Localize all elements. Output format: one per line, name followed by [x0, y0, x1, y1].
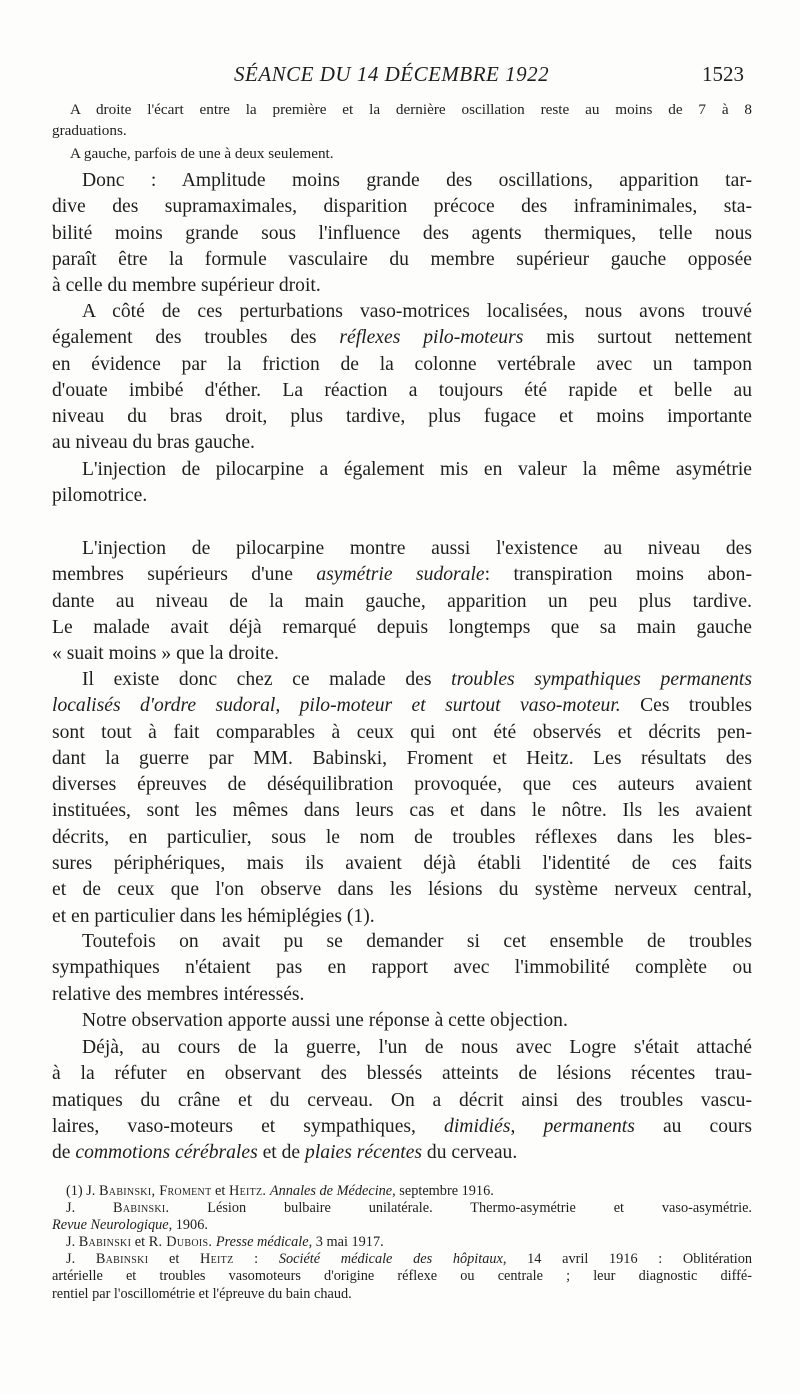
- italic-term: troubles sympathiques permanents: [451, 669, 752, 690]
- running-title: SÉANCE DU 14 DÉCEMBRE 1922: [234, 62, 550, 86]
- text-line: dant la guerre par MM. Babinski, Froment et Heitz. Les résultats des: [52, 747, 752, 769]
- text-line: artérielle et troubles vasomoteurs d'origine réflexe ou centrale ; leur diagnostic diffé-: [52, 1268, 752, 1285]
- text-line: paraît être la formule vasculaire du membre supérieur gauche opposée: [52, 248, 752, 270]
- text-line: au niveau du bras gauche.: [52, 432, 255, 454]
- author-name: R. Dubois.: [148, 1234, 213, 1250]
- author-name: Heitz.: [228, 1183, 267, 1199]
- text-line: d'ouate imbibé d'éther. La réaction a toujours été rapide et belle au: [52, 379, 752, 401]
- intro-paragraph-right: [52, 99, 752, 141]
- text-run: de: [52, 1142, 76, 1164]
- text-run: J.: [66, 1251, 96, 1267]
- text-run: du cerveau.: [422, 1142, 518, 1164]
- text-line: Toutefois on avait pu se demander si cet ensemble de troubles: [82, 931, 752, 952]
- text-line: A côté de ces perturbations vaso-motrices localisées, nous avons trouvé: [82, 301, 752, 322]
- text-run: également des troubles des: [52, 327, 340, 349]
- text-line: dante au niveau de la main gauche, apparition un peu plus tardive.: [52, 590, 752, 612]
- text-line: A gauche, parfois de une à deux seulement.: [70, 145, 334, 162]
- text-line: pilomotrice.: [52, 485, 148, 507]
- running-header: [234, 62, 744, 88]
- paragraph-summary: [52, 168, 752, 299]
- text-run: Ces troubles: [620, 695, 752, 717]
- italic-term: plaies récentes: [305, 1142, 423, 1164]
- text-line: relative des membres intéressés.: [52, 983, 305, 1005]
- paragraph-pilocarpine-asymmetry: [52, 457, 752, 510]
- text-line: Le malade avait déjà remarqué depuis longtemps que sa main gauche: [52, 616, 752, 638]
- text-line: [52, 1234, 752, 1251]
- text-line: sures périphériques, mais ils avaient déjà établi l'identité de ces faits: [52, 853, 752, 875]
- italic-term: localisés d'ordre sudoral, pilo-moteur et surtout vaso-moteur.: [52, 695, 621, 717]
- text-line: [52, 1251, 752, 1268]
- text-line: sympathiques n'étaient pas en rapport avec l'immobilité complète ou: [52, 957, 752, 979]
- text-run: ,: [510, 1115, 544, 1137]
- text-line: dive des supramaximales, disparition précoce des inframinimales, sta-: [52, 196, 752, 218]
- text-run: Il existe donc chez ce malade des: [82, 669, 452, 690]
- text-line: Déjà, au cours de la guerre, l'un de nous avec Logre s'était attaché: [82, 1037, 752, 1058]
- italic-term: asymétrie sudorale: [316, 564, 485, 586]
- text-line: [52, 1114, 752, 1140]
- paragraph-sudoral: [52, 536, 752, 667]
- author-name: Babinski.: [113, 1200, 170, 1216]
- text-line: Notre observation apporte aussi une réponse à cette objection.: [82, 1010, 568, 1031]
- paragraph-permanent-troubles: [52, 667, 752, 930]
- text-line: décrits, en particulier, sous le nom de troubles réflexes dans les bles-: [52, 826, 752, 848]
- paragraph-pilomotor: [52, 299, 752, 457]
- text-run: :: [233, 1251, 279, 1267]
- text-line: [52, 1183, 752, 1200]
- paragraph-response: [52, 1008, 752, 1034]
- italic-term: réflexes pilo-moteurs: [339, 327, 524, 349]
- text-run: mis surtout nettement: [523, 327, 752, 349]
- text-run: , septembre 1916.: [392, 1183, 494, 1199]
- text-run: , 3 mai 1917.: [308, 1234, 384, 1250]
- journal-title: Annales de Médecine: [269, 1183, 393, 1199]
- author-name: Babinski: [78, 1234, 132, 1250]
- text-run: laires, vaso-moteurs et sympathiques,: [52, 1115, 445, 1137]
- text-run: J.: [66, 1200, 114, 1216]
- paragraph-objection: [52, 929, 752, 1008]
- text-line: rentiel par l'oscillométrie et l'épreuve du bain chaud.: [52, 1285, 352, 1302]
- text-run: (1) J.: [66, 1183, 99, 1199]
- text-line: [52, 1140, 752, 1166]
- intro-paragraph-left: [52, 143, 752, 164]
- author-name: Babinski: [95, 1251, 149, 1267]
- text-line: Donc : Amplitude moins grande des oscillations, apparition tar-: [82, 170, 752, 191]
- italic-term: dimidiés: [444, 1115, 511, 1137]
- text-run: : transpiration moins abon-: [484, 564, 753, 586]
- text-line: bilité moins grande sous l'influence des agents thermiques, telle nous: [52, 222, 752, 244]
- text-line: sont tout à fait comparables à ceux qui ont été observés et décrits pen-: [52, 721, 752, 743]
- text-line: et de ceux que l'on observe dans les lésions du système nerveux central,: [52, 879, 752, 901]
- text-line: « suait moins » que la droite.: [52, 643, 279, 665]
- text-run: membres supérieurs d'une: [52, 564, 317, 586]
- author-name: Heitz: [200, 1251, 234, 1267]
- text-line: et en particulier dans les hémiplégies (1).: [52, 905, 375, 927]
- text-line: L'injection de pilocarpine a également mis en valeur la même asymétrie: [82, 459, 752, 480]
- text-run: , 1906.: [168, 1217, 208, 1234]
- text-line: instituées, sont les mêmes dans leurs cas et dans le nôtre. Ils les avaient: [52, 800, 752, 822]
- text-line: graduations.: [52, 122, 127, 139]
- page-number: 1523: [702, 62, 744, 86]
- text-line: matiques du crâne et du cerveau. On a décrit ainsi des troubles vascu-: [52, 1089, 752, 1111]
- text-line: [52, 667, 752, 693]
- text-run: au cours: [634, 1115, 753, 1137]
- text-line: L'injection de pilocarpine montre aussi l'existence au niveau des: [82, 538, 752, 559]
- journal-title: Société médicale des hôpitaux: [278, 1251, 503, 1267]
- italic-term: commotions cérébrales: [75, 1142, 258, 1164]
- italic-term: permanents: [543, 1115, 635, 1137]
- footnote-2: [52, 1200, 752, 1235]
- footnote-4: [52, 1251, 752, 1303]
- text-run: J.: [66, 1234, 79, 1250]
- text-line: [52, 1217, 752, 1234]
- text-line: [52, 562, 752, 588]
- footnote-1: [52, 1183, 752, 1200]
- text-line: à la réfuter en observant des blessés atteints de lésions récentes trau-: [52, 1063, 752, 1085]
- text-line: niveau du bras droit, plus tardive, plus fugace et moins importante: [52, 406, 752, 428]
- text-line: à celle du membre supérieur droit.: [52, 275, 321, 297]
- text-line: en évidence par la friction de la colonne vertébrale avec un tampon: [52, 353, 752, 375]
- text-run: et de: [257, 1142, 306, 1164]
- text-line: A droite l'écart entre la première et la dernière oscillation reste au moins de 7 à 8: [70, 101, 752, 118]
- text-line: [52, 1200, 752, 1217]
- text-line: [52, 693, 752, 719]
- text-run: et: [148, 1251, 201, 1267]
- text-run: Lésion bulbaire unilatérale. Thermo-asymétrie et vaso-asymétrie.: [169, 1200, 753, 1216]
- text-run: , 14 avril 1916 : Oblitération: [502, 1251, 753, 1267]
- journal-title: Presse médicale: [215, 1234, 309, 1250]
- footnote-3: [52, 1234, 752, 1251]
- author-name: Babinski, Froment: [98, 1183, 212, 1199]
- text-line: diverses épreuves de déséquilibration provoquée, que ces auteurs avaient: [52, 774, 752, 796]
- paragraph-war-observations: [52, 1035, 752, 1166]
- text-run: et: [211, 1183, 229, 1199]
- text-line: [52, 325, 752, 351]
- journal-title: Revue Neurologique: [52, 1217, 169, 1234]
- text-run: et: [131, 1234, 149, 1250]
